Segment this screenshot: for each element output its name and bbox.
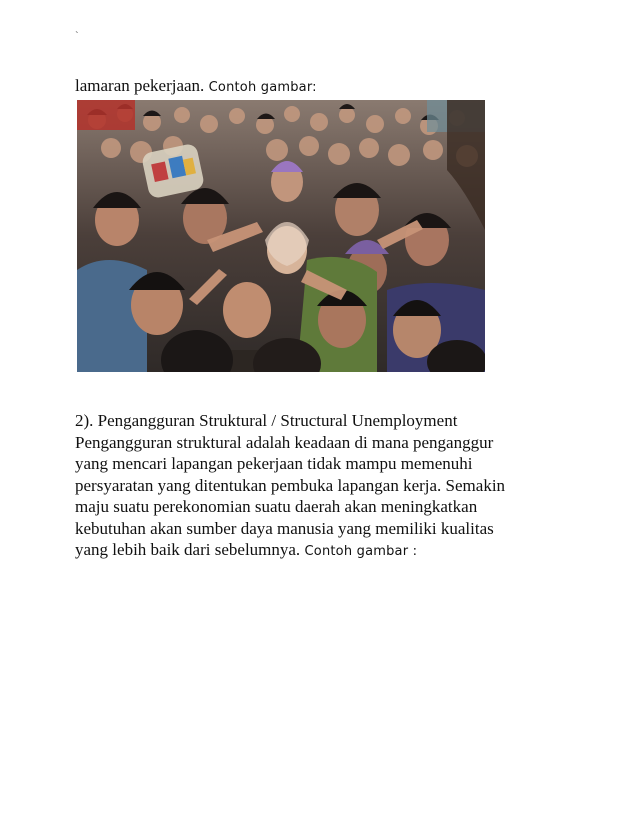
last-line-text: yang lebih baik dari sebelumnya. [75,540,301,559]
paragraph-line: Pengangguran struktural adalah keadaan di mana penganggur [75,432,494,452]
section-paragraph [75,410,565,563]
intro-caption: Contoh gambar: [204,80,317,95]
crowd-photo-illustration [77,100,485,372]
section-heading: 2). Pengangguran Struktural / Structural Unemployment [75,411,458,430]
last-line-caption: Contoh gambar : [300,544,418,559]
intro-text: lamaran pekerjaan. [75,76,205,95]
crowd-photo [77,100,485,372]
paragraph-line: maju suatu perekonomian suatu daerah akan meningkatkan [75,497,478,516]
paragraph-line: kebutuhan akan sumber daya manusia yang memiliki kualitas [75,518,494,538]
paragraph-line: persyaratan yang ditentukan pembuka lapangan kerja. Semakin [75,475,506,495]
paragraph-line: yang mencari lapangan pekerjaan tidak mampu memenuhi [75,454,473,473]
intro-line [75,76,317,96]
stray-mark: ` [75,30,79,42]
paragraph-last-line [75,539,565,563]
